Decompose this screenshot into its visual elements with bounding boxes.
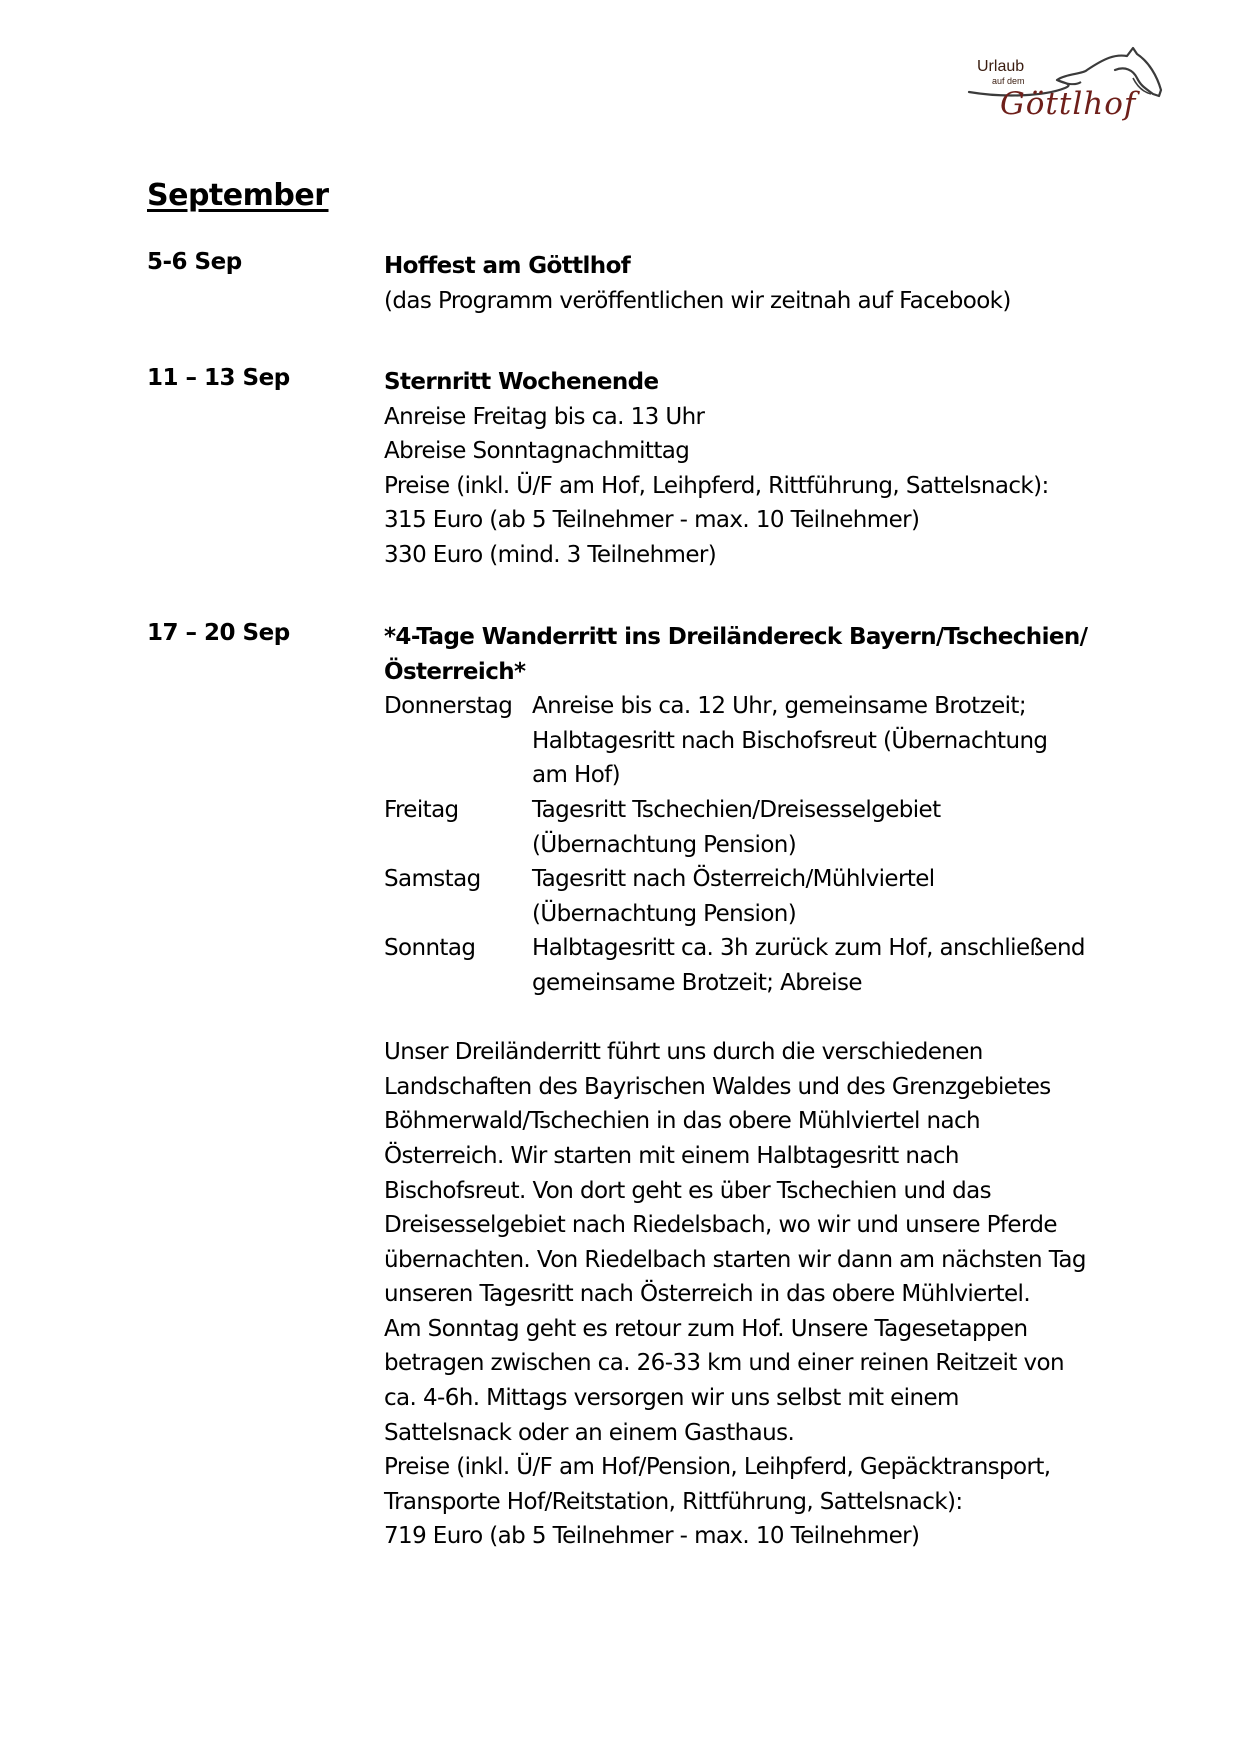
- event-body: [384, 365, 1144, 573]
- event-title: Hoffest am Göttlhof: [384, 253, 631, 279]
- schedule-row-sonntag: [384, 931, 1144, 1000]
- description-line: Sattelsnack oder an einem Gasthaus.: [384, 1419, 795, 1446]
- schedule-row-donnerstag: [384, 689, 1144, 793]
- event-date: 11 – 13 Sep: [147, 365, 290, 391]
- schedule-text: am Hof): [532, 762, 621, 789]
- logo-name: Göttlhof: [1000, 86, 1137, 122]
- description-line: Unser Dreiländerritt führt uns durch die verschiedenen: [384, 1039, 983, 1066]
- schedule-text: Halbtagesritt ca. 3h zurück zum Hof, anschließend: [532, 935, 1085, 962]
- event-title: Sternritt Wochenende: [384, 369, 659, 395]
- description-line: Bischofsreut. Von dort geht es über Tschechien und das: [384, 1177, 991, 1204]
- schedule-day: Sonntag: [384, 935, 476, 962]
- goettlhof-logo: [965, 40, 1165, 130]
- event-title-line: *4-Tage Wanderritt ins Dreiländereck Bayern/Tschechien/: [384, 624, 1088, 650]
- price-line: Preise (inkl. Ü/F am Hof/Pension, Leihpferd, Gepäcktransport,: [384, 1454, 1051, 1481]
- price-line: 315 Euro (ab 5 Teilnehmer - max. 10 Teilnehmer): [384, 507, 920, 534]
- schedule-day: Samstag: [384, 866, 481, 893]
- description-line: übernachten. Von Riedelbach starten wir dann am nächsten Tag: [384, 1246, 1086, 1273]
- event-body: [384, 620, 1144, 1554]
- logo-line-urlaub: Urlaub: [977, 58, 1025, 75]
- event-description: [384, 1035, 1144, 1554]
- description-line: Am Sonntag geht es retour zum Hof. Unsere Tagesetappen: [384, 1315, 1028, 1342]
- description-line: Landschaften des Bayrischen Waldes und des Grenzgebietes: [384, 1073, 1051, 1100]
- schedule-text: gemeinsame Brotzeit; Abreise: [532, 969, 862, 996]
- description-line: Österreich. Wir starten mit einem Halbtagesritt nach: [384, 1142, 959, 1169]
- schedule-row-samstag: [384, 862, 1144, 931]
- event-line: Abreise Sonntagnachmittag: [384, 438, 690, 465]
- price-line: 719 Euro (ab 5 Teilnehmer - max. 10 Teilnehmer): [384, 1523, 920, 1550]
- month-heading: September: [147, 178, 329, 213]
- schedule-day: Freitag: [384, 796, 459, 823]
- event-line: Anreise Freitag bis ca. 13 Uhr: [384, 403, 705, 430]
- event-title-line: Österreich*: [384, 658, 526, 685]
- schedule-text: Anreise bis ca. 12 Uhr, gemeinsame Brotzeit;: [532, 693, 1026, 720]
- description-line: Dreisesselgebiet nach Riedelsbach, wo wir und unsere Pferde: [384, 1212, 1057, 1239]
- event-date: 5-6 Sep: [147, 249, 242, 275]
- schedule-row-freitag: [384, 793, 1144, 862]
- event-date: 17 – 20 Sep: [147, 620, 290, 646]
- schedule-text: (Übernachtung Pension): [532, 900, 797, 927]
- schedule-text: Halbtagesritt nach Bischofsreut (Übernachtung: [532, 727, 1048, 754]
- schedule-text: (Übernachtung Pension): [532, 831, 797, 858]
- event-line: (das Programm veröffentlichen wir zeitnah auf Facebook): [384, 287, 1011, 314]
- price-line: Transporte Hof/Reitstation, Rittführung, Sattelsnack):: [384, 1488, 963, 1515]
- price-line: 330 Euro (mind. 3 Teilnehmer): [384, 541, 717, 568]
- event-body: [384, 249, 1144, 318]
- logo-line-auf-dem: auf dem: [992, 76, 1025, 86]
- event-line: Preise (inkl. Ü/F am Hof, Leihpferd, Rittführung, Sattelsnack):: [384, 472, 1049, 499]
- description-line: ca. 4-6h. Mittags versorgen wir uns selbst mit einem: [384, 1385, 959, 1412]
- description-line: Böhmerwald/Tschechien in das obere Mühlviertel nach: [384, 1108, 980, 1135]
- schedule-text: Tagesritt nach Österreich/Mühlviertel: [532, 866, 935, 893]
- schedule-text: Tagesritt Tschechien/Dreisesselgebiet: [532, 796, 941, 823]
- description-line: unseren Tagesritt nach Österreich in das obere Mühlviertel.: [384, 1281, 1031, 1308]
- description-line: betragen zwischen ca. 26-33 km und einer reinen Reitzeit von: [384, 1350, 1064, 1377]
- schedule-day: Donnerstag: [384, 693, 513, 720]
